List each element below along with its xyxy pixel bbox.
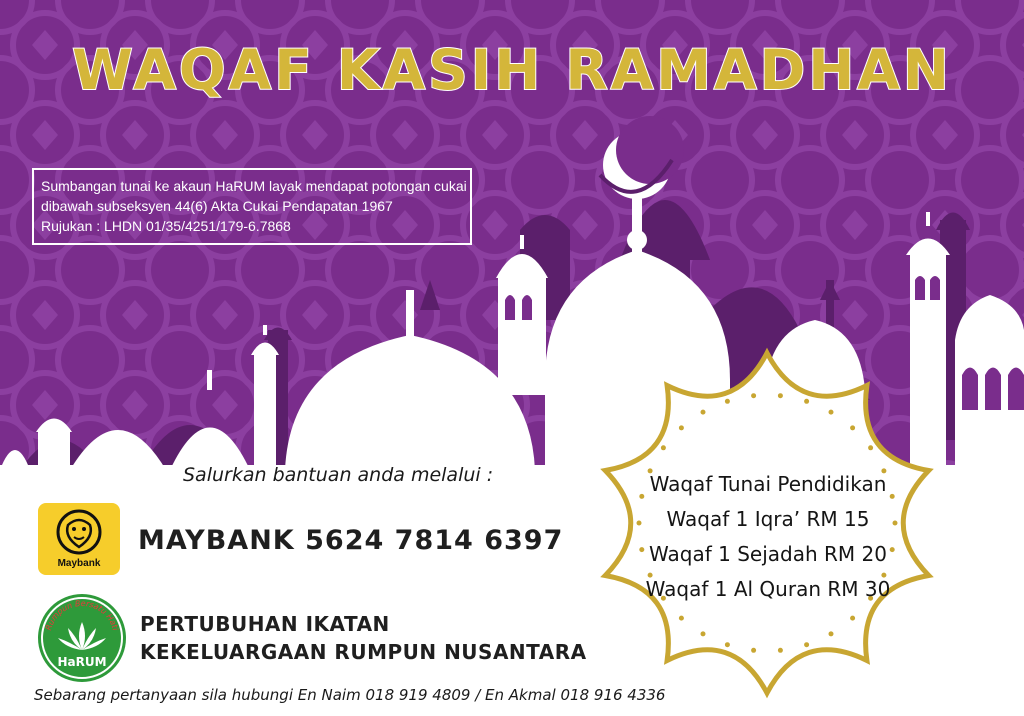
tax-note-line-3: Rujukan : LHDN 01/35/4251/179-6.7868 — [41, 218, 291, 234]
badge-dot — [778, 648, 783, 653]
maybank-logo-label: Maybank — [57, 558, 101, 569]
waqaf-list — [618, 467, 918, 607]
waqaf-item: Waqaf Tunai Pendidikan — [649, 472, 887, 496]
tax-note-line-2: dibawah subseksyen 44(6) Akta Cukai Pendapatan 1967 — [41, 198, 393, 214]
badge-dot — [850, 425, 855, 430]
harum-logo — [36, 592, 128, 684]
badge-dot — [751, 648, 756, 653]
waqaf-item: Waqaf 1 Sejadah RM 20 — [649, 542, 887, 566]
harum-logo-arc-text: Rumpun Bersatu Hati — [44, 598, 120, 632]
badge-dot — [661, 445, 666, 450]
badge-dot — [701, 410, 706, 415]
badge-dot — [679, 425, 684, 430]
channel-prompt: Salurkan bantuan anda melalui : — [183, 464, 494, 486]
badge-dot — [829, 410, 834, 415]
badge-dot — [679, 616, 684, 621]
badge-dot — [725, 399, 730, 404]
maybank-account-number: MAYBANK 5624 7814 6397 — [138, 525, 564, 556]
crescent-moon-icon — [600, 116, 684, 199]
badge-dot — [804, 642, 809, 647]
harum-logo-label: HaRUM — [57, 655, 107, 669]
badge-dot — [725, 642, 730, 647]
badge-dot — [804, 399, 809, 404]
waqaf-item: Waqaf 1 Al Quran RM 30 — [645, 577, 891, 601]
badge-dot — [829, 631, 834, 636]
organization-name-line-2: KEKELUARGAAN RUMPUN NUSANTARA — [140, 640, 587, 664]
badge-dot — [778, 393, 783, 398]
badge-dot — [701, 631, 706, 636]
footer-contact: Sebarang pertanyaan sila hubungi En Naim 018 919 4809 / En Akmal 018 916 4336 — [34, 686, 666, 704]
page-title: WAQAF KASIH RAMADHAN — [72, 38, 952, 102]
badge-dot — [868, 445, 873, 450]
maybank-logo — [38, 503, 120, 575]
organization-name-line-1: PERTUBUHAN IKATAN — [140, 612, 390, 636]
tax-deduction-note — [32, 168, 472, 245]
badge-dot — [850, 616, 855, 621]
tiger-head-icon — [56, 509, 102, 555]
waqaf-item: Waqaf 1 Iqra’ RM 15 — [666, 507, 870, 531]
badge-dot — [751, 393, 756, 398]
organization-name — [140, 610, 587, 666]
tax-note-line-1: Sumbangan tunai ke akaun HaRUM layak mendapat potongan cukai — [41, 178, 467, 194]
